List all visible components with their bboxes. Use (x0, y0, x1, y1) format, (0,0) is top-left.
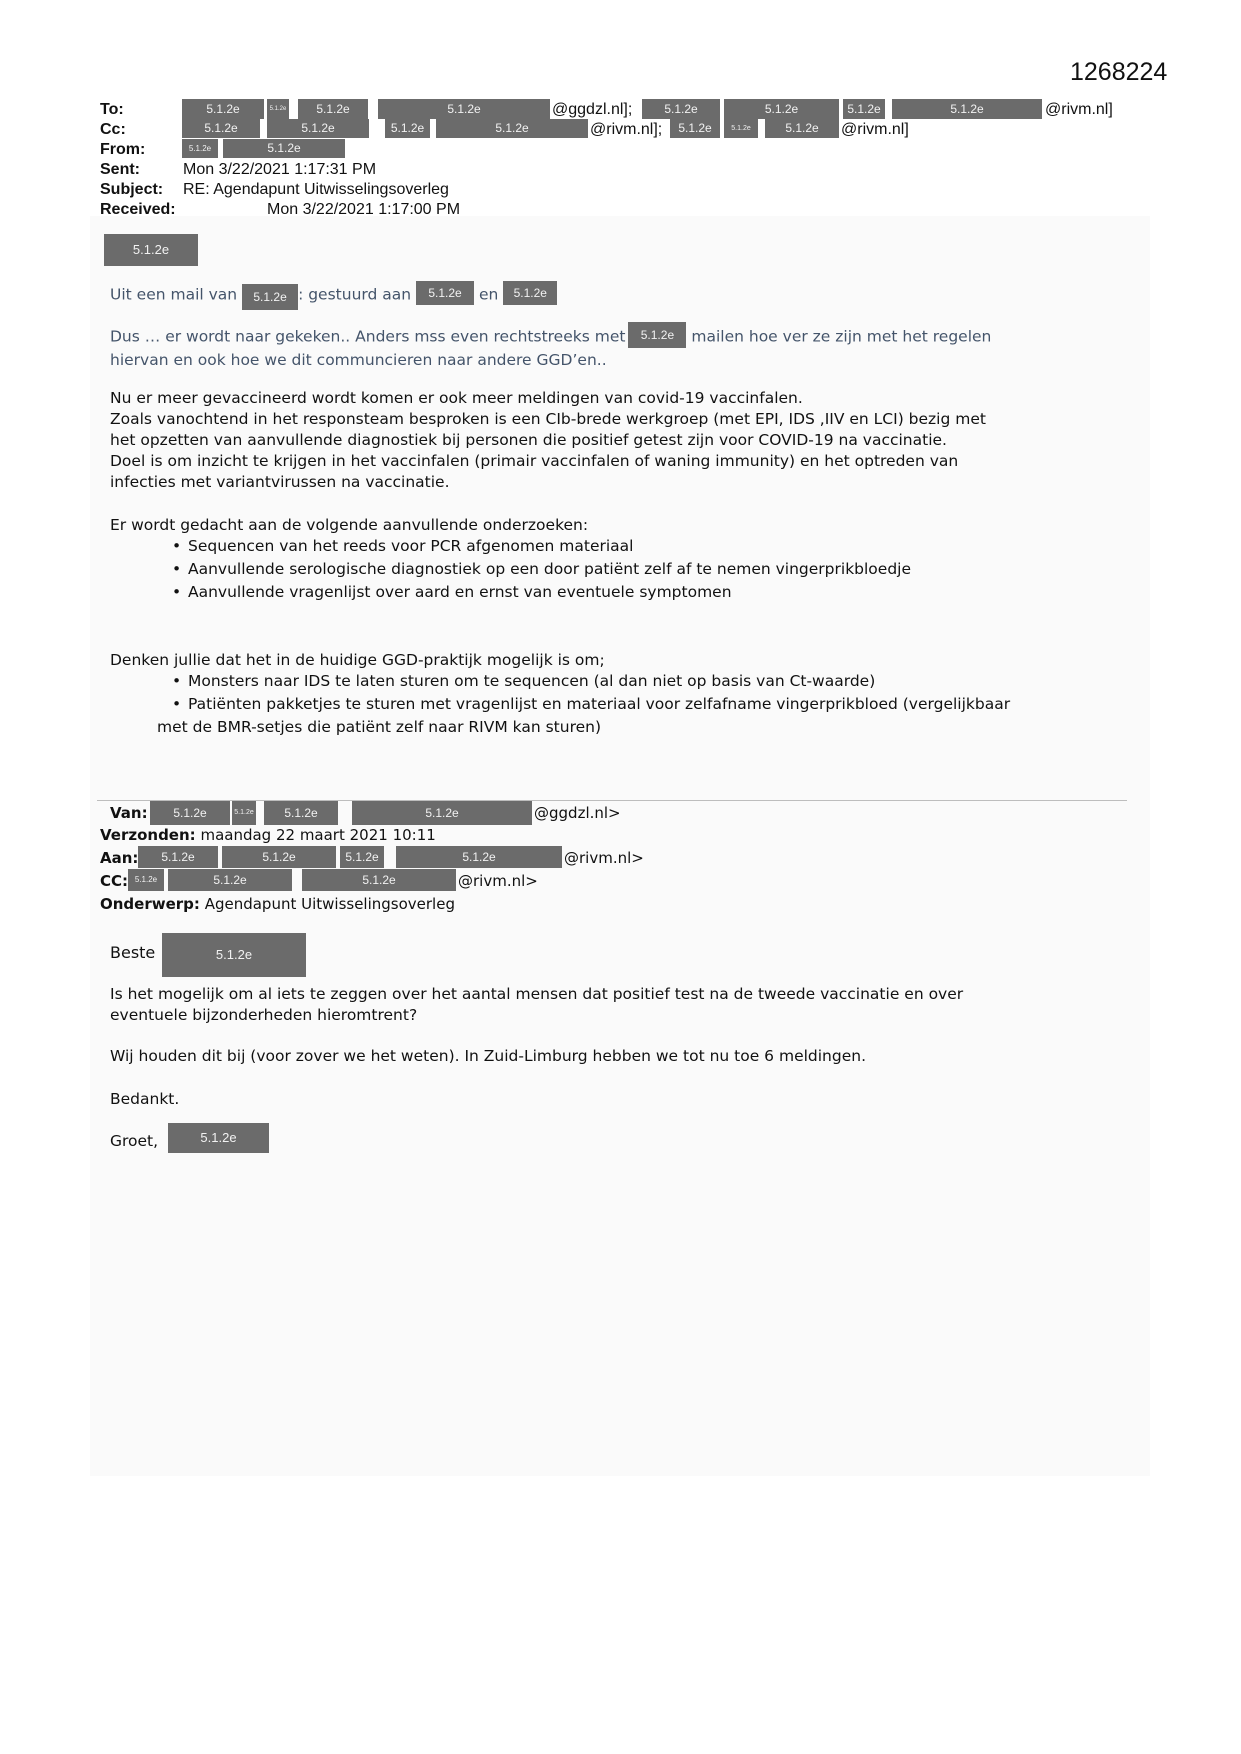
cc-domain-2: @rivm.nl] (841, 121, 909, 138)
forwarded-greeting: Groet, (110, 1132, 159, 1150)
reply-paragraph-4 (110, 515, 911, 605)
fwd-verzonden-row (100, 826, 436, 844)
redaction: 5.1.2e (642, 99, 720, 119)
aan-suffix: @rivm.nl> (564, 849, 644, 867)
sent-label: Sent: (100, 161, 140, 178)
redaction: 5.1.2e (222, 846, 336, 868)
reply-text: hiervan en ook hoe we dit communcieren naar andere GGD’en.. (110, 351, 607, 369)
onderzoeken-list (110, 536, 911, 603)
redaction: 5.1.2e (168, 1123, 269, 1153)
cc-domain-1: @rivm.nl]; (590, 121, 663, 138)
reply-paragraph-3 (110, 388, 986, 493)
reply-text: Doel is om inzicht te krijgen in het vaccinfalen (primair vaccinfalen of waning immunity) en het optreden van (110, 452, 959, 470)
to-label: To: (100, 101, 124, 118)
redaction: 5.1.2e (162, 933, 306, 977)
cc-label: Cc: (100, 121, 126, 138)
redaction: 5.1.2e (168, 869, 292, 891)
forwarded-question (110, 984, 963, 1026)
to-domain-2: @rivm.nl] (1045, 101, 1113, 118)
received-label: Received: (100, 201, 176, 218)
forwarded-thanks: Bedankt. (110, 1090, 180, 1108)
fwd-onderwerp-row (100, 895, 455, 913)
redaction-salutation: 5.1.2e (104, 234, 198, 266)
redaction: 5.1.2e (628, 322, 686, 348)
redaction: 5.1.2e (340, 846, 384, 868)
redaction: 5.1.2e (267, 99, 289, 119)
verzonden-label: Verzonden: (100, 826, 196, 844)
reply-text: het opzetten van aanvullende diagnostiek bij personen die positief getest zijn voor COVID-19 na vaccinatie. (110, 431, 947, 449)
redaction: 5.1.2e (416, 281, 474, 305)
redaction: 5.1.2e (182, 99, 264, 119)
reply-text: Dus … er wordt naar gekeken.. Anders mss even rechtstreeks met (110, 327, 626, 346)
redaction: 5.1.2e (267, 119, 369, 138)
redaction: 5.1.2e (765, 119, 839, 138)
redaction: 5.1.2e (503, 281, 557, 305)
redaction: 5.1.2e (298, 99, 368, 119)
list-item: • Aanvullende vragenlijst over aard en ernst van eventuele symptomen (172, 582, 911, 603)
list-item: • Patiënten pakketjes te sturen met vragenlijst en materiaal voor zelfafname vingerprikbloed (vergelijkbaar (172, 694, 1010, 715)
redaction: 5.1.2e (242, 284, 298, 310)
redaction: 5.1.2e (182, 119, 260, 138)
onderwerp-label: Onderwerp: (100, 895, 200, 913)
reply-line-1 (110, 282, 557, 308)
subject-label: Subject: (100, 181, 164, 198)
redaction: 5.1.2e (182, 139, 218, 158)
onderwerp-value: Agendapunt Uitwisselingsoverleg (204, 895, 455, 913)
reply-text: Er wordt gedacht aan de volgende aanvullende onderzoeken: (110, 516, 589, 534)
reply-text: Denken jullie dat het in de huidige GGD-praktijk mogelijk is om; (110, 651, 605, 669)
redaction: 5.1.2e (232, 801, 256, 825)
subject-value: RE: Agendapunt Uitwisselingsoverleg (183, 181, 449, 198)
fwd-text: Is het mogelijk om al iets te zeggen over het aantal mensen dat positief test na de tweede vaccinatie en over (110, 985, 964, 1003)
reply-paragraph-5 (110, 650, 1010, 738)
fwd-van-row (100, 804, 148, 822)
redaction: 5.1.2e (385, 119, 430, 138)
redaction: 5.1.2e (150, 801, 230, 825)
redaction: 5.1.2e (138, 846, 218, 868)
redaction: 5.1.2e (302, 869, 456, 891)
cc-suffix: @rivm.nl> (458, 872, 538, 890)
document-number: 1268224 (1070, 58, 1168, 86)
forwarded-count: Wij houden dit bij (voor zover we het weten). In Zuid-Limburg hebben we tot nu toe 6 meldingen. (110, 1047, 867, 1065)
redaction: 5.1.2e (223, 139, 345, 158)
redaction: 5.1.2e (378, 99, 550, 119)
fwd-aan-row (100, 849, 138, 867)
list-item: • Sequencen van het reeds voor PCR afgenomen materiaal (172, 536, 911, 557)
van-label: Van: (110, 804, 148, 822)
redaction: 5.1.2e (670, 119, 720, 138)
redaction: 5.1.2e (843, 99, 885, 119)
cc-label: CC: (100, 872, 129, 890)
reply-text: : gestuurd aan (298, 285, 412, 304)
reply-paragraph-2 (110, 324, 991, 371)
reply-text: Uit een mail van (110, 285, 238, 304)
ggd-praktijk-list (110, 671, 1010, 715)
verzonden-value: maandag 22 maart 2021 10:11 (200, 826, 436, 844)
aan-label: Aan: (100, 849, 139, 867)
redaction: 5.1.2e (396, 846, 562, 868)
redaction: 5.1.2e (724, 119, 758, 138)
list-item: • Aanvullende serologische diagnostiek op een door patiënt zelf af te nemen vingerprikbloedje (172, 559, 911, 580)
list-item: • Monsters naar IDS te laten sturen om te sequencen (al dan niet op basis van Ct-waarde) (172, 671, 1010, 692)
redaction: 5.1.2e (724, 99, 839, 119)
reply-text: mailen hoe ver ze zijn met het regelen (691, 327, 992, 346)
from-label: From: (100, 141, 146, 158)
reply-text: Zoals vanochtend in het responsteam besproken is een CIb-brede werkgroep (met EPI, IDS ,IIV en LCI) bezig met (110, 410, 986, 428)
reply-text: infecties met variantvirussen na vaccinatie. (110, 473, 450, 491)
reply-text: en (478, 285, 499, 304)
received-value: Mon 3/22/2021 1:17:00 PM (267, 201, 461, 218)
fwd-cc-row (100, 872, 128, 890)
reply-text: Nu er meer gevaccineerd wordt komen er ook meer meldingen van covid-19 vaccinfalen. (110, 389, 803, 407)
redaction: 5.1.2e (264, 801, 338, 825)
sent-value: Mon 3/22/2021 1:17:31 PM (183, 161, 377, 178)
redaction: 5.1.2e (436, 119, 588, 138)
reply-text: met de BMR-setjes die patiënt zelf naar RIVM kan sturen) (157, 718, 602, 736)
beste-text: Beste (110, 943, 156, 962)
van-suffix: @ggdzl.nl> (534, 804, 621, 822)
fwd-text: eventuele bijzonderheden hieromtrent? (110, 1006, 418, 1024)
beste-line (110, 942, 155, 963)
redaction: 5.1.2e (352, 801, 532, 825)
redaction: 5.1.2e (892, 99, 1042, 119)
redaction: 5.1.2e (128, 869, 164, 891)
to-domain-1: @ggdzl.nl]; (552, 101, 633, 118)
